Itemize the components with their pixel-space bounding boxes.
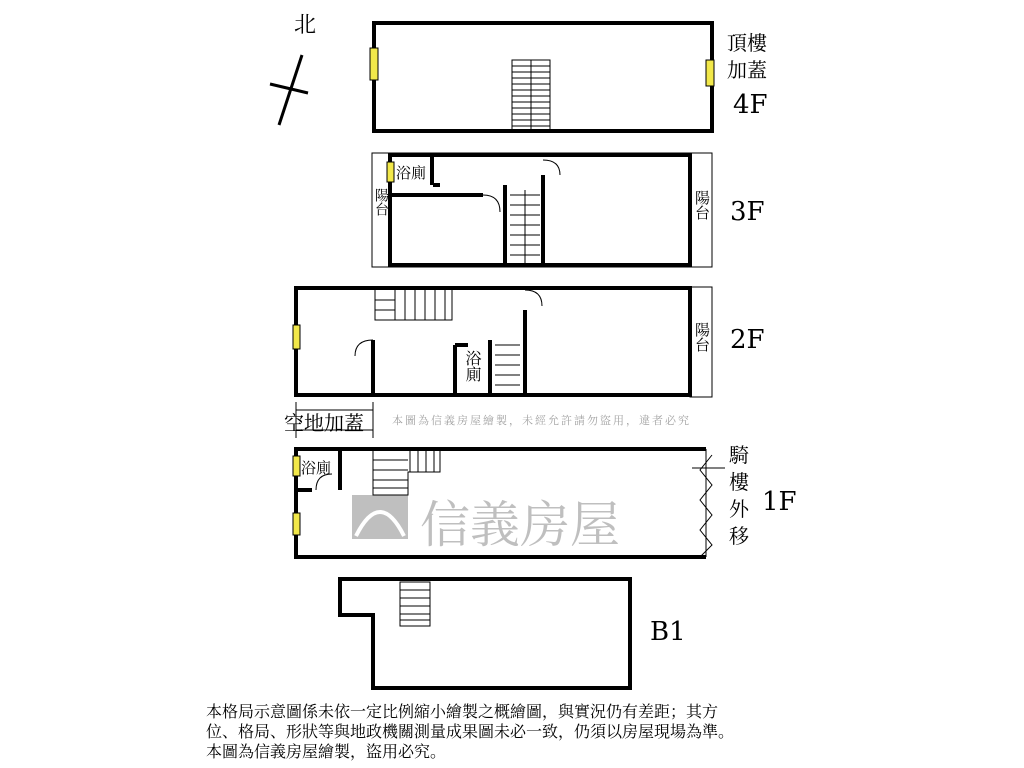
f3-balcony-right: 陽台	[693, 190, 711, 220]
disclaimer-line: 位、格局、形狀等與地政機關測量成果圖未必一致，仍須以房屋現場為準。	[206, 722, 735, 741]
arcade-2: 樓	[729, 470, 749, 494]
disclaimer-line: 本圖為信義房屋繪製，盜用必究。	[206, 742, 447, 761]
window-icon	[706, 60, 714, 86]
window-icon	[293, 325, 300, 349]
f2-balcony-right: 陽台	[693, 322, 711, 352]
staircase-icon	[375, 290, 520, 385]
staircase-icon	[400, 582, 430, 626]
window-icon	[293, 456, 300, 476]
north-label: 北	[294, 13, 317, 38]
arcade-4: 移	[729, 524, 749, 548]
arcade-1: 騎	[729, 443, 749, 467]
watermark-logo	[352, 495, 408, 539]
floor-b1	[340, 579, 630, 688]
window-icon	[293, 513, 300, 535]
disclaimer-line: 本格局示意圖係未依一定比例縮小繪製之概繪圖，與實況仍有差距；其方	[206, 702, 719, 721]
disclaimer	[206, 702, 826, 762]
f3-balcony-left: 陽台	[373, 188, 389, 216]
f1-bath-label: 浴廁	[301, 459, 332, 477]
annex-label: 空地加蓋	[284, 411, 364, 435]
staircase-icon	[510, 190, 540, 265]
f4-label: 4F	[733, 90, 768, 120]
f3-bath-label: 浴廁	[396, 164, 427, 182]
arcade-3: 外	[729, 497, 749, 521]
watermark-notice: 本圖為信義房屋繪製，未經允許請勿盜用，違者必究	[392, 414, 691, 427]
f4-note-1: 頂樓	[727, 31, 767, 55]
f2-label: 2F	[730, 325, 765, 355]
floor-4f	[370, 23, 714, 131]
b1-label: B1	[650, 617, 686, 647]
window-icon	[370, 48, 378, 80]
f1-label: 1F	[762, 487, 797, 517]
staircase-icon	[512, 60, 550, 130]
watermark-brand: 信義房屋	[420, 496, 620, 554]
f2-bath-label: 浴廁	[463, 350, 482, 382]
f4-note-2: 加蓋	[727, 58, 767, 82]
watermark	[352, 495, 620, 554]
staircase-icon	[373, 451, 440, 495]
f3-label: 3F	[730, 197, 765, 227]
north-arrow-icon	[270, 13, 316, 125]
window-icon	[387, 162, 394, 182]
